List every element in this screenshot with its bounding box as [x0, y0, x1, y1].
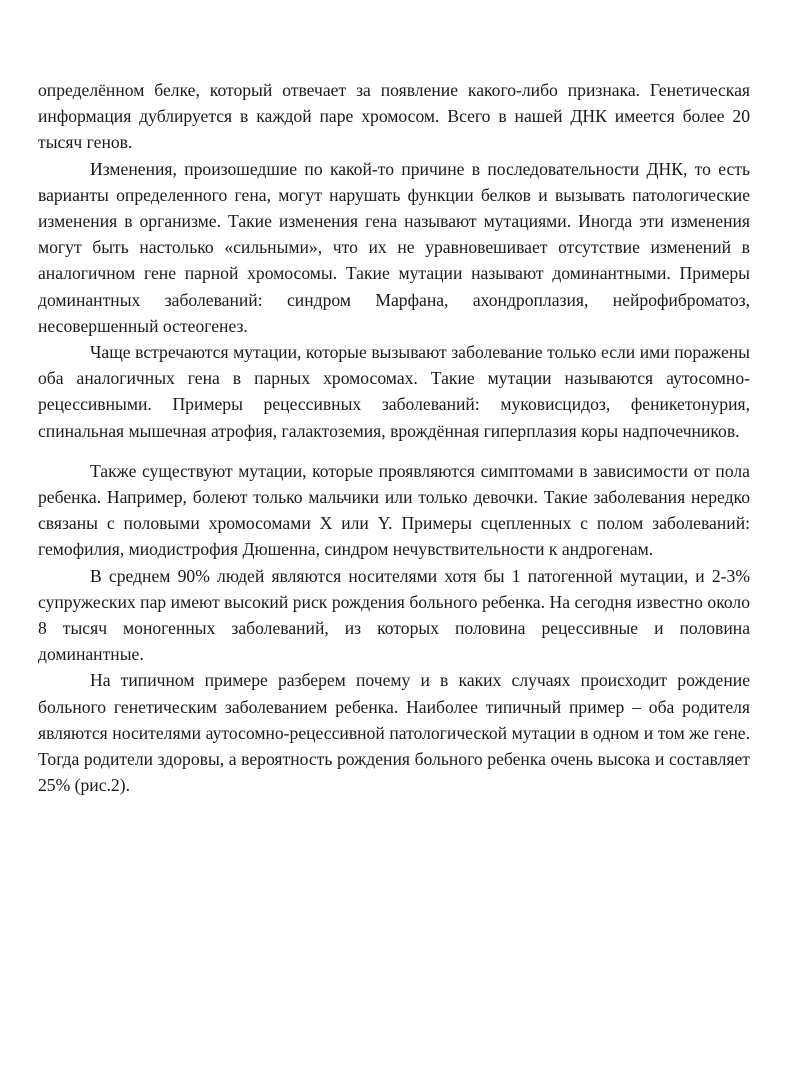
paragraph-mutations-dominant: Изменения, произошедшие по какой-то причине в последовательности ДНК, то есть варианты определенного гена, могут нарушать функции белков и вызывать патологические изменения в организме. Такие изменения гена называют мутациями. Иногда эти изменения могут быть настолько «сильными», что их не уравновешивает отсутствие изменений в аналогичном гене парной хромосомы. Такие мутации называют доминантными. Примеры доминантных заболеваний: синдром Марфана, ахондроплазия, нейрофиброматоз, несовершенный остеогенез. — [38, 158, 750, 336]
paragraph-typical-example: На типичном примере разберем почему и в каких случаях происходит рождение больного генетическим заболеванием ребенка. Наиболее типичный пример – оба родителя являются носителями аутосомно-рецессивной патологической мутации в одном и том же гене. Тогда родители здоровы, а вероятность рождения больного ребенка очень высока и составляет 25% (рис.2). — [38, 670, 750, 796]
paragraph-gene-info: определённом белке, который отвечает за появление какого-либо признака. Генетическая информация дублируется в каждой паре хромосом. Всего в нашей ДНК имеется более 20 тысяч генов. — [38, 80, 750, 153]
paragraph-spacer — [38, 444, 750, 458]
paragraph-mutations-recessive: Чаще встречаются мутации, которые вызывают заболевание только если ими поражены оба аналогичных гена в парных хромосомах. Такие мутации называются аутосомно-рецессивными. Примеры рецессивных заболеваний: муковисцидоз, феникетонурия, спинальная мышечная атрофия, галактоземия, врождённая гиперплазия коры надпочечников. — [38, 342, 750, 441]
paragraph-carrier-statistics: В среднем 90% людей являются носителями хотя бы 1 патогенной мутации, и 2-3% супружеских пар имеют высокий риск рождения больного ребенка. На сегодня известно около 8 тысяч моногенных заболеваний, из которых половина рецессивные и половина доминантные. — [38, 565, 750, 665]
paragraph-sex-linked: Также существуют мутации, которые проявляются симптомами в зависимости от пола ребенка. Например, болеют только мальчики или только девочки. Такие заболевания нередко связаны с половыми хромосомами X или Y. Примеры сцепленных с полом заболеваний: гемофилия, миодистрофия Дюшенна, синдром нечувствительности к андрогенам. — [38, 460, 750, 560]
document-page — [38, 77, 750, 798]
